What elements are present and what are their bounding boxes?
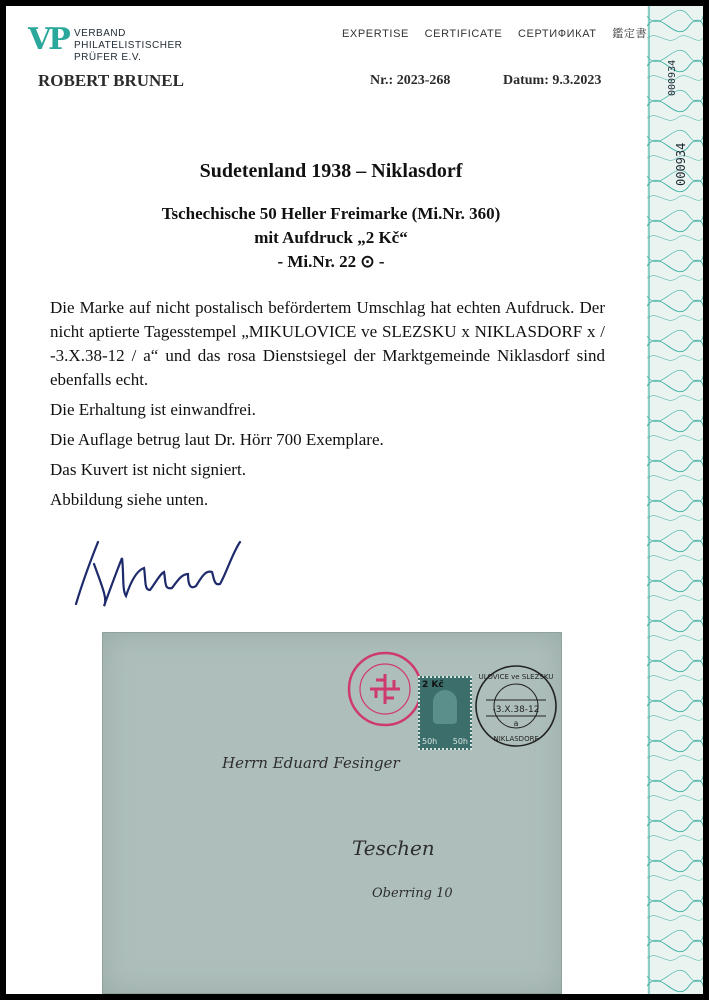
subtitle-line-1: Tschechische 50 Heller Freimarke (Mi.Nr. 360): [161, 204, 501, 223]
postmark-top-text: ULOVICE ve SLEZSKU: [478, 673, 554, 681]
body-paragraph: Die Marke auf nicht postalisch befördertem Umschlag hat echten Aufdruck. Der nicht aptierte Tagesstempel „MIKULOVICE ve SLEZSKU x NIKLASDORF x / -3.X.38-12 / a“ und das rosa Dienstsiegel der Marktgemeinde Niklasdorf sind ebenfalls echt.: [50, 298, 605, 389]
postmark-date: -3.X.38-12: [492, 705, 540, 715]
serial-number-vertical: 000934: [674, 142, 688, 186]
heading-certificate: CERTIFICATE: [424, 28, 503, 40]
certificate-number: Nr.: 2023-268: [370, 73, 451, 88]
body-paragraph: Die Auflage betrug laut Dr. Hörr 700 Exemplare.: [50, 430, 384, 449]
certificate-page: [6, 6, 703, 994]
stamp-value-left: 50h: [422, 737, 438, 746]
stamp-portrait: [433, 690, 457, 724]
examiner-name: ROBERT BRUNEL: [38, 71, 184, 90]
stamp-overprint: 2 Kč: [422, 680, 444, 690]
address-city: Teschen: [352, 836, 435, 860]
body-paragraph: Das Kuvert ist nicht signiert.: [50, 460, 246, 479]
body-paragraph: Abbildung siehe unten.: [50, 490, 209, 509]
certificate-heading-languages: [342, 25, 659, 41]
envelope-image: [102, 632, 562, 994]
heading-certificate-ja: 鑑定書: [612, 28, 648, 40]
postmark-letter: a: [513, 719, 519, 728]
subtitle-line-2: mit Aufdruck „2 Kč“: [254, 228, 408, 247]
serial-number-vertical-small: 000934: [667, 59, 678, 96]
postmark-bottom-text: NIKLASDORF: [493, 735, 539, 743]
certificate-date: Datum: 9.3.2023: [503, 73, 602, 88]
heading-expertise: EXPERTISE: [342, 28, 409, 40]
certificate-title: Sudetenland 1938 – Niklasdorf: [199, 160, 463, 182]
postmark: [472, 662, 560, 750]
security-guilloche-strip: [647, 6, 703, 994]
examiner-signature: [64, 534, 254, 619]
heading-certificate-ru: СЕРТИФИКАТ: [517, 28, 597, 40]
stamp-value-right: 50h: [452, 737, 468, 746]
certificate-body: [50, 296, 605, 518]
guilloche-pattern: [647, 6, 703, 994]
subtitle-line-3: - Mi.Nr. 22 ⊙ -: [277, 252, 385, 271]
association-name: VERBAND PHILATELISTISCHER PRÜFER E.V.: [74, 28, 183, 63]
address-street: Oberring 10: [372, 886, 453, 901]
body-paragraph: Die Erhaltung ist einwandfrei.: [50, 400, 256, 419]
vp-logo-icon: VP: [28, 22, 68, 57]
official-seal: [346, 650, 424, 728]
address-recipient: Herrn Eduard Fesinger: [222, 754, 400, 772]
postage-stamp: [418, 676, 472, 750]
